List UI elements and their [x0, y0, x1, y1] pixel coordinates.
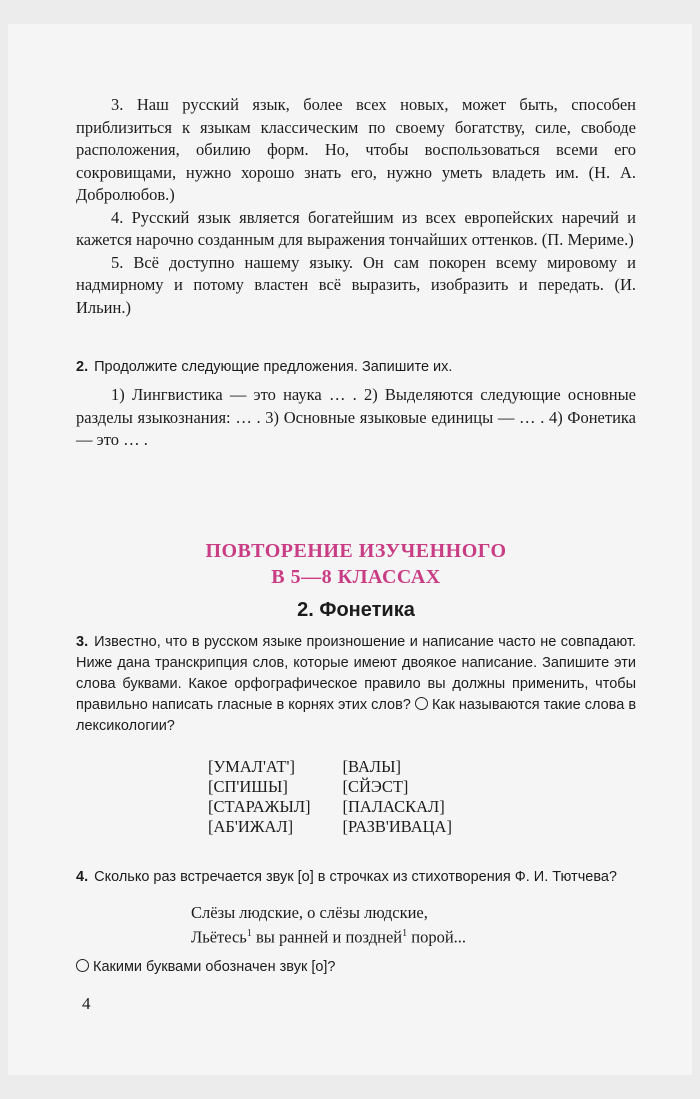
- circle-icon: [76, 959, 89, 972]
- circle-icon: [415, 697, 428, 710]
- page-number: 4: [82, 994, 91, 1013]
- section-title-line2: В 5—8 КЛАССАХ: [271, 565, 441, 588]
- word: [АБ'ИЖАЛ]: [208, 816, 294, 836]
- task-2-number: 2.: [76, 359, 89, 375]
- section-title-line1: ПОВТОРЕНИЕ ИЗУЧЕННОГО: [205, 539, 507, 562]
- word: [РАЗВ'ИВАЦА]: [342, 816, 452, 836]
- task-3-text: 3. Известно, что в русском языке произношение и написание часто не совпадают. Ниже дана транскрипция слов, которые имеют двоякое написание. Запишите эти слова буквами. Какое орфографическое правило вы должны применить, чтобы правильно написать гласные в корнях этих слов? Как называются такие слова в лексикологии?: [76, 633, 637, 734]
- words-column-1: [208, 757, 311, 837]
- task-4-question: Какими буквами обозначен звук [о]?: [76, 957, 636, 978]
- word: [ПАЛАСКАЛ]: [342, 796, 445, 816]
- task-4-text: 4. Сколько раз встречается звук [о] в строчках из стихотворения Ф. И. Тютчева?: [76, 868, 617, 885]
- task-3-number: 3.: [76, 633, 89, 650]
- task-2: [76, 357, 636, 452]
- quote-5: 5. Всё доступно нашему языку. Он сам покорен всему мировому и надмирному и потому властен всё выразить, изобразить и передать. (И. Ильин.): [76, 252, 636, 317]
- word: [ВАЛЫ]: [342, 756, 401, 776]
- poem-line-1: Слёзы людские, о слёзы людские,: [191, 902, 428, 922]
- word: [УМАЛ'АТ']: [208, 756, 295, 776]
- task-4: [76, 867, 636, 979]
- task-3: [76, 632, 636, 837]
- poem: [191, 902, 636, 948]
- quote-3: 3. Наш русский язык, более всех новых, может быть, способен приблизиться к языкам классическим по своему богатству, силе, свободе расположения, обилию форм. Но, чтобы воспользоваться всеми его сокровищами, нужно хорошо знать его, нужно уметь владеть им. (Н. А. Добролюбов.): [76, 95, 636, 204]
- footnote-mark: 1: [246, 927, 252, 939]
- words-column-2: [343, 757, 452, 837]
- section-heading: [76, 538, 636, 624]
- page-content: [76, 94, 636, 978]
- transcription-words: [208, 757, 636, 837]
- task-4-number: 4.: [76, 868, 89, 885]
- word: [СЙЭСТ]: [342, 776, 409, 796]
- word: [СТАРАЖЫЛ]: [208, 796, 311, 816]
- task-2-instruction: 2. Продолжите следующие предложения. Запишите их.: [76, 359, 453, 375]
- quote-4: 4. Русский язык является богатейшим из всех европейских наречий и кажется нарочно созданным для выражения тончайших оттенков. (П. Мериме.): [76, 207, 636, 249]
- quotes-block: [76, 94, 636, 319]
- book-page: [8, 24, 692, 1075]
- word: [СП'ИШЫ]: [208, 776, 288, 796]
- chapter-title: 2. Фонетика: [297, 598, 415, 621]
- footnote-mark: 1: [402, 927, 408, 939]
- poem-line-2: Льётесь$^1$ вы ранней и поздней$^1$ порой...: [191, 927, 467, 946]
- task-2-body: 1) Лингвистика — это наука … . 2) Выделяются следующие основные разделы языкознания: … . 3) Основные языковые единицы — … . 4) Фонетика — это … .: [76, 385, 636, 449]
